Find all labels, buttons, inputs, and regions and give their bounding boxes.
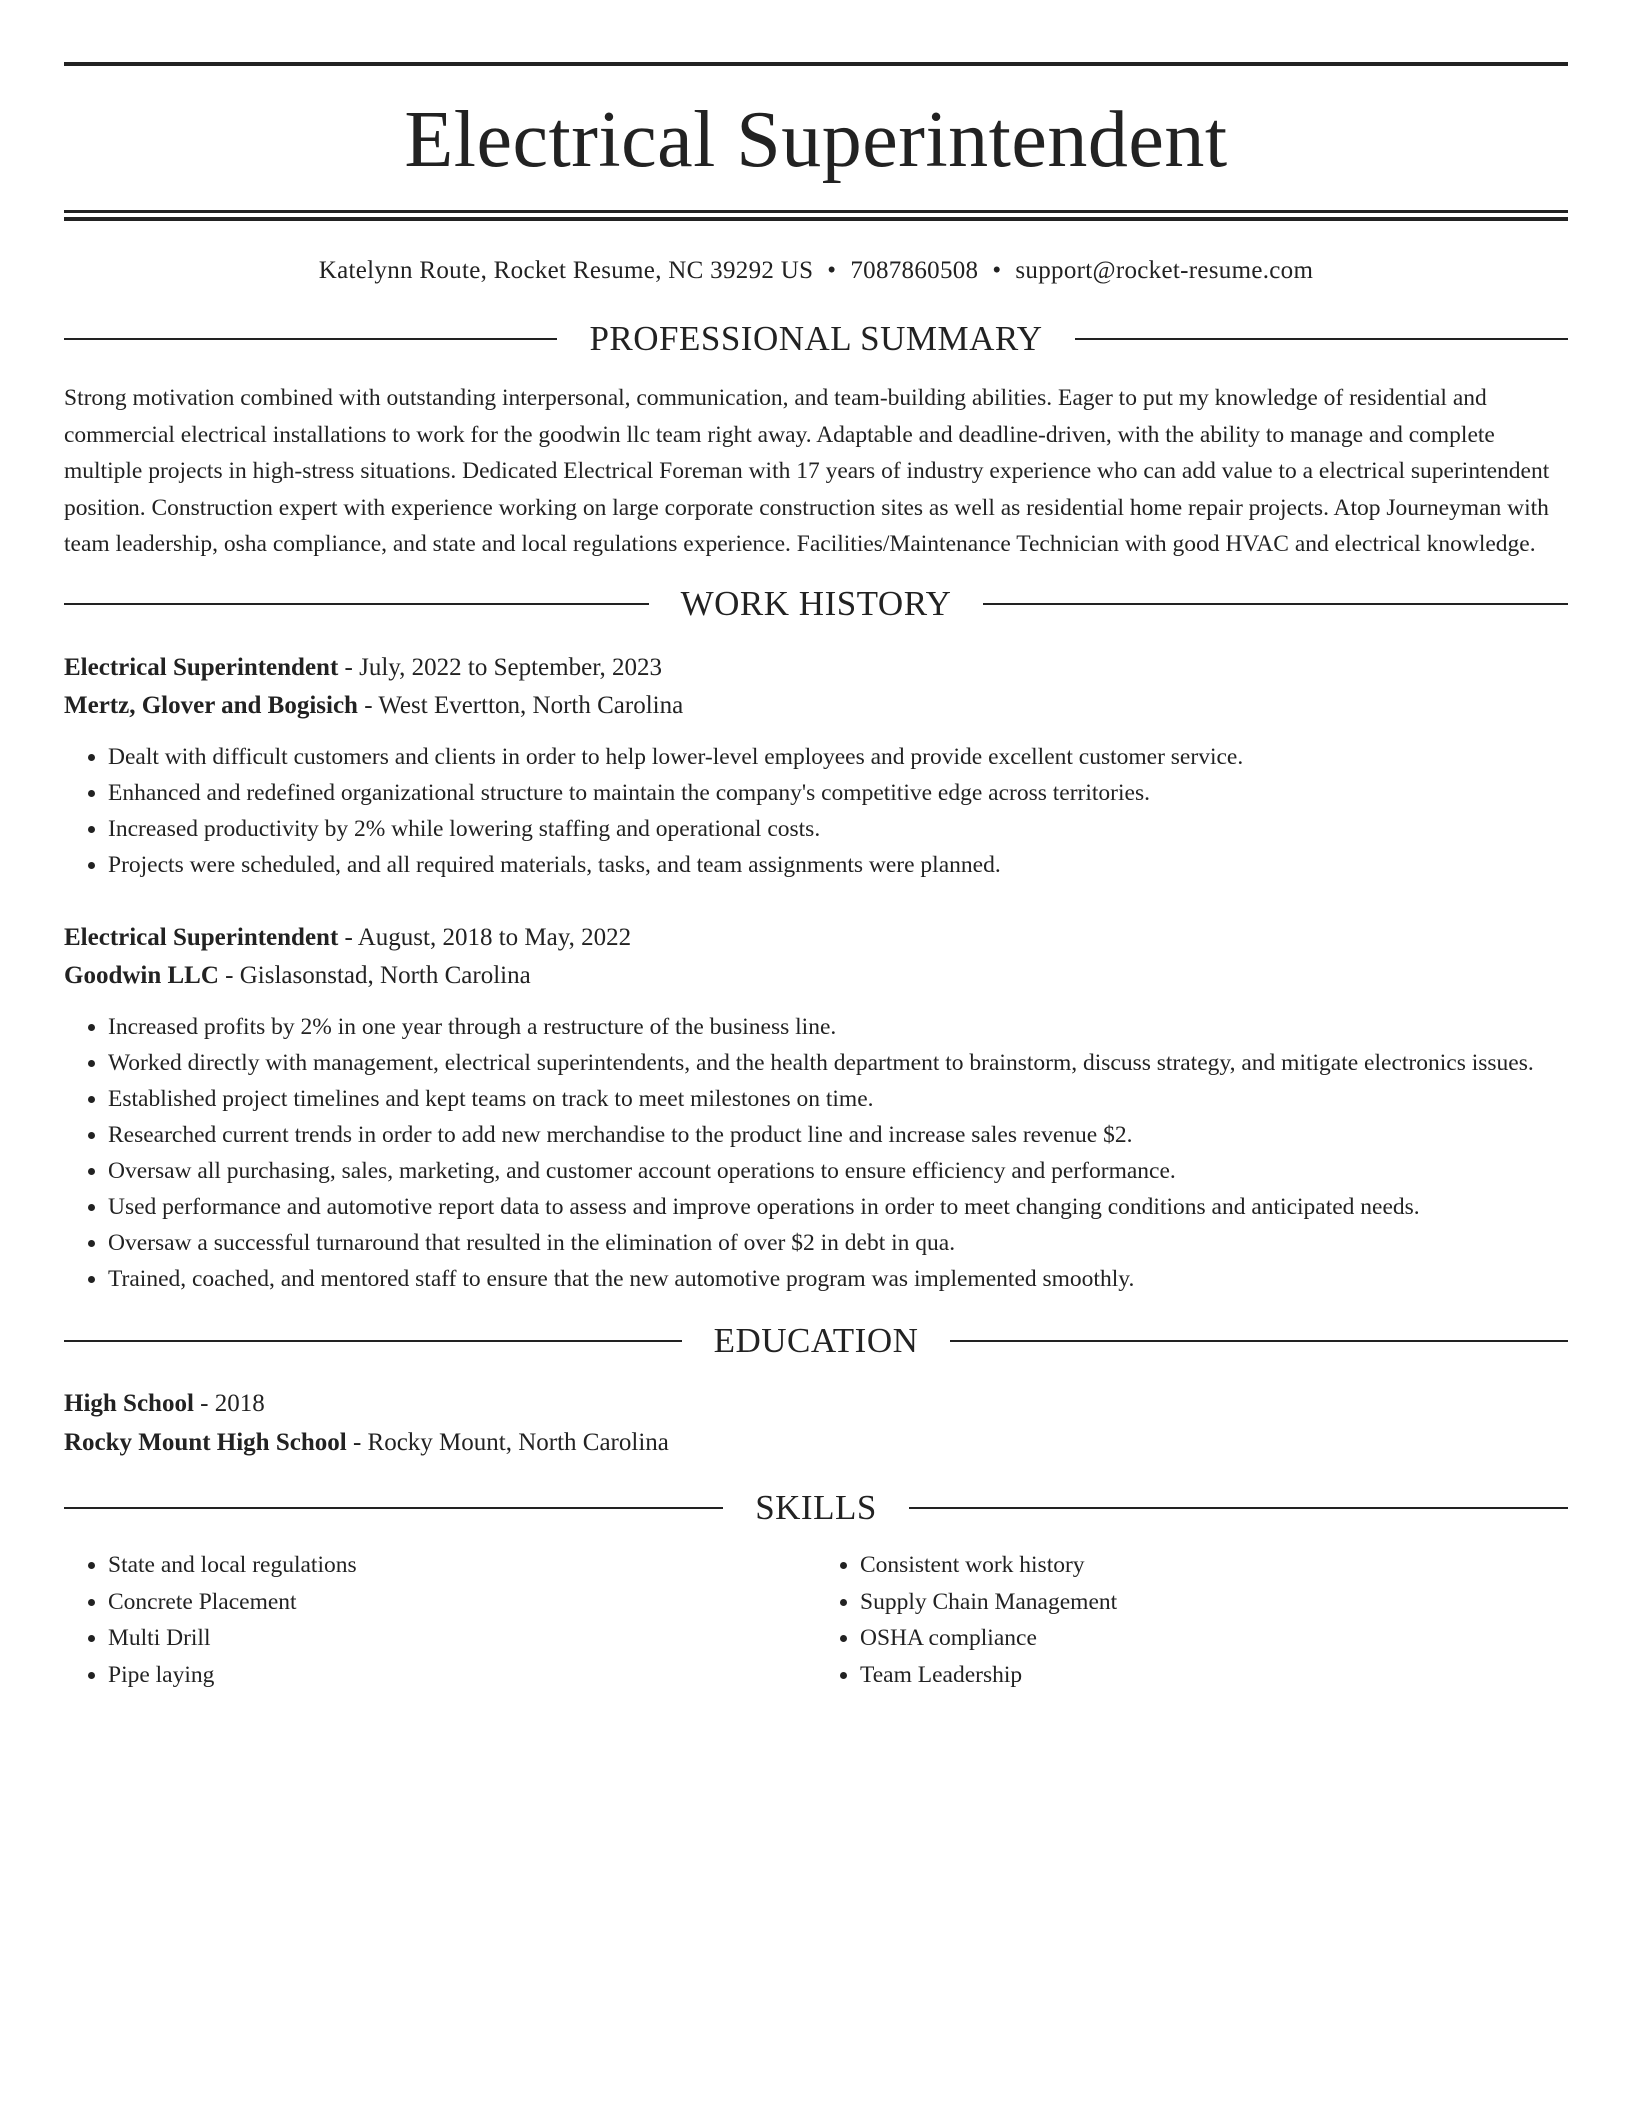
skills-column-right: [816, 1547, 1568, 1693]
job-entry: [64, 919, 1568, 1297]
job-title-line: [64, 649, 1568, 687]
job-company: Goodwin LLC: [64, 962, 219, 989]
divider: [909, 1507, 1568, 1509]
education-section-header: [64, 1323, 1568, 1358]
job-location: - Gislasonstad, North Carolina: [218, 962, 531, 989]
divider: [64, 1340, 682, 1342]
skill-item: • OSHA compliance: [860, 1620, 1568, 1657]
job-bullets: [64, 1009, 1568, 1297]
contact-separator: •: [827, 257, 837, 284]
education-degree: High School: [64, 1390, 194, 1417]
contact-address: Katelynn Route, Rocket Resume, NC 39292 US: [318, 257, 814, 284]
skill-item: • Pipe laying: [108, 1657, 816, 1694]
skill-item: • Multi Drill: [108, 1620, 816, 1657]
job-dates: - July, 2022 to September, 2023: [338, 654, 663, 681]
job-bullet: • Researched current trends in order to add new merchandise to the product line and increase sales revenue $2.: [108, 1117, 1568, 1153]
skill-item: • Supply Chain Management: [860, 1584, 1568, 1621]
divider: [64, 603, 649, 605]
job-company-line: [64, 957, 1568, 995]
divider: [64, 1507, 723, 1509]
job-bullet: • Enhanced and redefined organizational structure to maintain the company's competitive edge across territories.: [108, 775, 1568, 811]
contact-email: support@rocket-resume.com: [1015, 257, 1314, 284]
resume-title: Electrical Superintendent: [404, 96, 1228, 184]
education-year: - 2018: [193, 1390, 265, 1417]
job-company: Mertz, Glover and Bogisich: [64, 692, 358, 719]
summary-heading: PROFESSIONAL SUMMARY: [589, 319, 1043, 358]
title-double-rule: [64, 210, 1568, 221]
job-bullet: • Projects were scheduled, and all required materials, tasks, and team assignments were planned.: [108, 847, 1568, 883]
education-school: Rocky Mount High School: [64, 1429, 347, 1456]
education-degree-line: [64, 1384, 1568, 1423]
job-bullet: • Oversaw a successful turnaround that resulted in the elimination of over $2 in debt in qua.: [108, 1225, 1568, 1261]
divider: [1075, 338, 1568, 340]
job-location: - West Evertton, North Carolina: [357, 692, 684, 719]
divider: [983, 603, 1568, 605]
job-bullet: • Established project timelines and kept teams on track to meet milestones on time.: [108, 1081, 1568, 1117]
skill-item: • State and local regulations: [108, 1547, 816, 1584]
work-section-header: [64, 586, 1568, 621]
skill-item: • Consistent work history: [860, 1547, 1568, 1584]
job-title-line: [64, 919, 1568, 957]
skill-item: • Team Leadership: [860, 1657, 1568, 1694]
summary-text: Strong motivation combined with outstanding interpersonal, communication, and team-building abilities. Eager to put my knowledge of residential and commercial electrical installations to work for the goodwin llc team right away. Adaptable and deadline-driven, with the ability to manage and complete multiple projects in high-stress situations. Dedicated Electrical Foreman with 17 years of industry experience who can add value to a electrical superintendent position. Construction expert with experience working on large corporate construction sites as well as residential home repair projects. Atop Journeyman with team leadership, osha compliance, and state and local regulations experience. Facilities/Maintenance Technician with good HVAC and electrical knowledge.: [64, 385, 1550, 557]
job-bullets: [64, 739, 1568, 883]
job-bullet: • Oversaw all purchasing, sales, marketing, and customer account operations to ensure efficiency and performance.: [108, 1153, 1568, 1189]
job-bullet: • Dealt with difficult customers and clients in order to help lower-level employees and provide excellent customer service.: [108, 739, 1568, 775]
contact-phone: 7087860508: [850, 257, 979, 284]
contact-line: [64, 257, 1568, 285]
skills-heading: SKILLS: [755, 1488, 877, 1527]
job-title: Electrical Superintendent: [64, 654, 339, 681]
job-bullet: • Increased profits by 2% in one year through a restructure of the business line.: [108, 1009, 1568, 1045]
job-bullet: • Worked directly with management, electrical superintendents, and the health department to brainstorm, discuss strategy, and mitigate electronics issues.: [108, 1045, 1568, 1081]
job-bullet: • Used performance and automotive report data to assess and improve operations in order to meet changing conditions and anticipated needs.: [108, 1189, 1568, 1225]
skills-column-left: [64, 1547, 816, 1693]
work-heading: WORK HISTORY: [680, 584, 952, 623]
job-company-line: [64, 687, 1568, 725]
summary-section-header: [64, 321, 1568, 356]
education-location: - Rocky Mount, North Carolina: [346, 1429, 669, 1456]
job-bullet: • Increased productivity by 2% while lowering staffing and operational costs.: [108, 811, 1568, 847]
skill-item: • Concrete Placement: [108, 1584, 816, 1621]
job-entry: [64, 649, 1568, 883]
education-school-line: [64, 1423, 1568, 1462]
job-title: Electrical Superintendent: [64, 924, 339, 951]
job-dates: - August, 2018 to May, 2022: [338, 924, 632, 951]
skills-section-header: [64, 1490, 1568, 1525]
divider: [950, 1340, 1568, 1342]
divider: [64, 338, 557, 340]
education-heading: EDUCATION: [713, 1321, 919, 1360]
skills-list: [64, 1547, 1568, 1693]
job-bullet: • Trained, coached, and mentored staff to ensure that the new automotive program was implemented smoothly.: [108, 1261, 1568, 1297]
contact-separator: •: [992, 257, 1002, 284]
education-entry: [64, 1384, 1568, 1462]
